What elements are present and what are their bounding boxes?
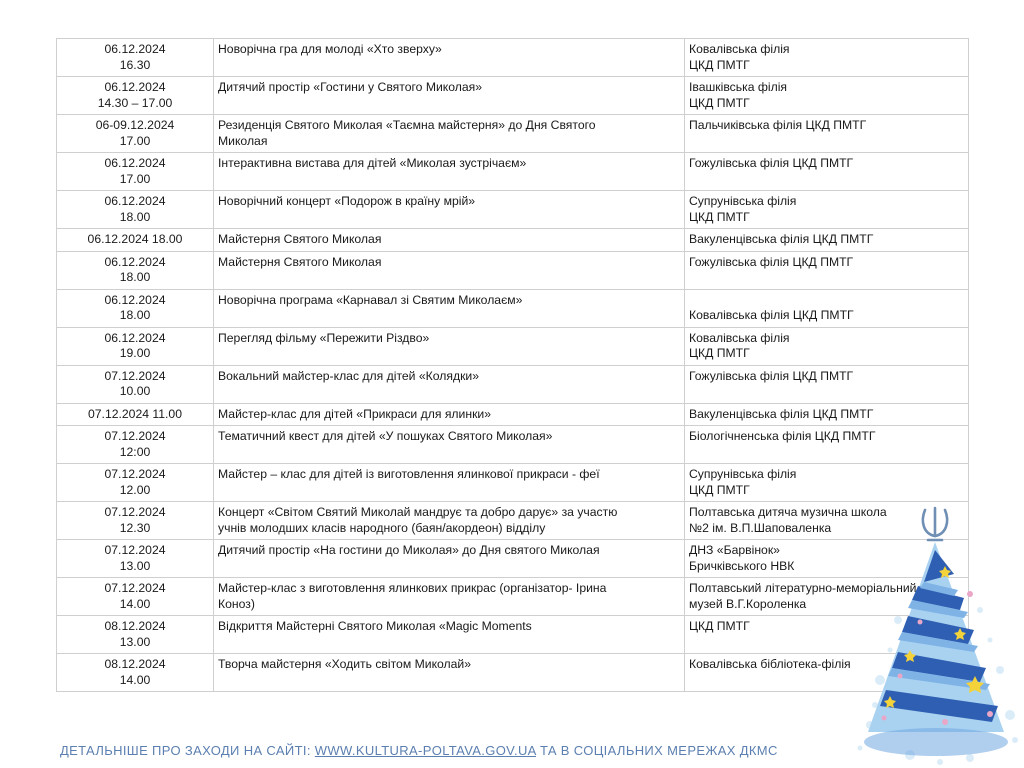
event-date-cell: 07.12.2024 10.00 xyxy=(57,365,214,403)
event-date-cell: 08.12.2024 14.00 xyxy=(57,654,214,692)
event-title-cell: Майстерня Святого Миколая xyxy=(214,229,685,252)
event-title-cell: Відкриття Майстерні Святого Миколая «Magic Moments xyxy=(214,616,685,654)
event-venue-cell: Пальчиківська філія ЦКД ПМТГ xyxy=(685,115,969,153)
schedule-row xyxy=(57,115,969,153)
schedule-row xyxy=(57,403,969,426)
event-venue-cell: Вакуленцівська філія ЦКД ПМТГ xyxy=(685,403,969,426)
event-date-cell: 06-09.12.2024 17.00 xyxy=(57,115,214,153)
schedule-row xyxy=(57,365,969,403)
event-title-cell: Майстерня Святого Миколая xyxy=(214,251,685,289)
event-venue-cell: Супрунівська філія ЦКД ПМТГ xyxy=(685,191,969,229)
schedule-row xyxy=(57,153,969,191)
event-title-cell: Вокальний майстер-клас для дітей «Колядки» xyxy=(214,365,685,403)
event-date-cell: 06.12.2024 17.00 xyxy=(57,153,214,191)
event-date-cell: 06.12.2024 18.00 xyxy=(57,251,214,289)
event-date-cell: 07.12.2024 14.00 xyxy=(57,578,214,616)
footer-prefix: ДЕТАЛЬНІШЕ ПРО ЗАХОДИ НА САЙТІ: xyxy=(60,743,315,758)
schedule-row xyxy=(57,39,969,77)
event-title-cell: Новорічна гра для молоді «Хто зверху» xyxy=(214,39,685,77)
event-date-cell: 06.12.2024 18.00 xyxy=(57,289,214,327)
event-venue-cell: Гожулівська філія ЦКД ПМТГ xyxy=(685,251,969,289)
event-venue-cell: Полтавський літературно-меморіальний музей В.Г.Короленка xyxy=(685,578,969,616)
event-date-cell: 07.12.2024 12.00 xyxy=(57,464,214,502)
event-title-cell: Дитячий простір «Гостини у Святого Миколая» xyxy=(214,77,685,115)
event-venue-cell: Біологічненська філія ЦКД ПМТГ xyxy=(685,426,969,464)
event-title-cell: Новорічна програма «Карнавал зі Святим Миколаєм» xyxy=(214,289,685,327)
event-venue-cell: Ковалівська філія ЦКД ПМТГ xyxy=(685,289,969,327)
website-link[interactable]: WWW.KULTURA-POLTAVA.GOV.UA xyxy=(314,743,536,758)
footer-suffix: ТА В СОЦІАЛЬНИХ МЕРЕЖАХ ДКМС xyxy=(536,743,778,758)
schedule-row xyxy=(57,251,969,289)
schedule-row xyxy=(57,229,969,252)
event-date-cell: 07.12.2024 11.00 xyxy=(57,403,214,426)
event-title-cell: Творча майстерня «Ходить світом Миколай» xyxy=(214,654,685,692)
event-title-cell: Перегляд фільму «Пережити Різдво» xyxy=(214,327,685,365)
event-venue-cell: Івашківська філія ЦКД ПМТГ xyxy=(685,77,969,115)
event-date-cell: 07.12.2024 12.30 xyxy=(57,502,214,540)
trident-icon xyxy=(923,508,947,540)
event-venue-cell: Ковалівська бібліотека-філія xyxy=(685,654,969,692)
schedule-row xyxy=(57,191,969,229)
event-date-cell: 06.12.2024 14.30 – 17.00 xyxy=(57,77,214,115)
event-venue-cell: ДНЗ «Барвінок» Бричківського НВК xyxy=(685,540,969,578)
schedule-row xyxy=(57,464,969,502)
event-venue-cell: Вакуленцівська філія ЦКД ПМТГ xyxy=(685,229,969,252)
event-venue-cell: Ковалівська філія ЦКД ПМТГ xyxy=(685,39,969,77)
schedule-row xyxy=(57,77,969,115)
event-title-cell: Майстер – клас для дітей із виготовлення ялинкової прикраси - феї xyxy=(214,464,685,502)
event-venue-cell: Ковалівська філія ЦКД ПМТГ xyxy=(685,327,969,365)
event-venue-cell: Супрунівська філія ЦКД ПМТГ xyxy=(685,464,969,502)
event-title-cell: Майстер-клас для дітей «Прикраси для ялинки» xyxy=(214,403,685,426)
event-venue-cell: Полтавська дитяча музична школа №2 ім. В.П.Шаповаленка xyxy=(685,502,969,540)
events-schedule-table xyxy=(56,38,969,692)
event-title-cell: Інтерактивна вистава для дітей «Миколая зустрічаєм» xyxy=(214,153,685,191)
event-title-cell: Новорічний концерт «Подорож в країну мрій» xyxy=(214,191,685,229)
event-venue-cell: Гожулівська філія ЦКД ПМТГ xyxy=(685,365,969,403)
schedule-row xyxy=(57,540,969,578)
event-title-cell: Майстер-клас з виготовлення ялинкових прикрас (організатор- Ірина Коноз) xyxy=(214,578,685,616)
event-title-cell: Концерт «Світом Святий Миколай мандрує та добро дарує» за участю учнів молодших класів народного (баян/акордеон) відділу xyxy=(214,502,685,540)
event-venue-cell: ЦКД ПМТГ xyxy=(685,616,969,654)
event-date-cell: 06.12.2024 19.00 xyxy=(57,327,214,365)
christmas-tree-icon xyxy=(850,500,1024,768)
event-title-cell: Резиденція Святого Миколая «Таємна майстерня» до Дня Святого Миколая xyxy=(214,115,685,153)
schedule-row xyxy=(57,426,969,464)
event-date-cell: 08.12.2024 13.00 xyxy=(57,616,214,654)
event-date-cell: 06.12.2024 16.30 xyxy=(57,39,214,77)
schedule-row xyxy=(57,289,969,327)
event-date-cell: 06.12.2024 18.00 xyxy=(57,229,214,252)
schedule-row xyxy=(57,616,969,654)
schedule-row xyxy=(57,578,969,616)
footer-note xyxy=(60,743,920,758)
schedule-row xyxy=(57,327,969,365)
event-date-cell: 06.12.2024 18.00 xyxy=(57,191,214,229)
event-date-cell: 07.12.2024 12:00 xyxy=(57,426,214,464)
event-venue-cell: Гожулівська філія ЦКД ПМТГ xyxy=(685,153,969,191)
event-title-cell: Тематичний квест для дітей «У пошуках Святого Миколая» xyxy=(214,426,685,464)
tree-base-glow xyxy=(864,728,1008,756)
events-schedule-body xyxy=(57,39,969,692)
schedule-row xyxy=(57,654,969,692)
schedule-row xyxy=(57,502,969,540)
event-title-cell: Дитячий простір «На гостини до Миколая» до Дня святого Миколая xyxy=(214,540,685,578)
event-date-cell: 07.12.2024 13.00 xyxy=(57,540,214,578)
